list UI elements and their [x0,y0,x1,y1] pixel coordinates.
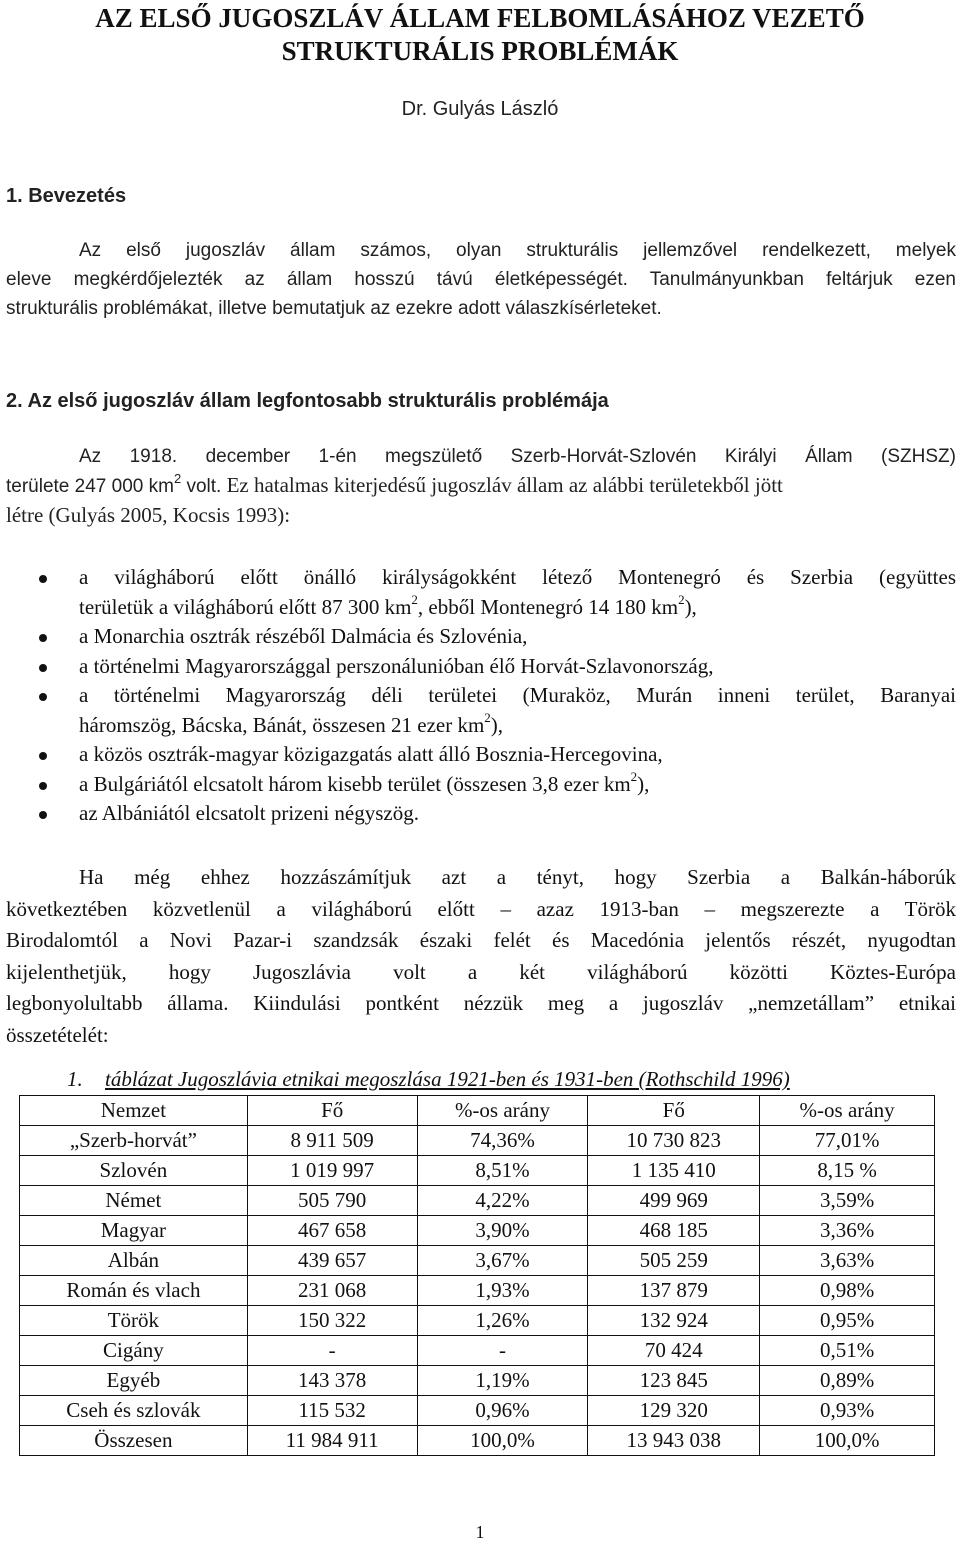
table-cell: Szlovén [20,1156,248,1186]
territory-list [6,563,956,829]
list-item-text: a történelmi Magyarország déli területei (Muraköz, Murán inneni terület, Baranyai [79,683,956,707]
section-2-line-2 [6,471,956,501]
table-row [20,1306,935,1336]
list-item-text: az Albániától elcsatolt prizeni négyszög. [79,801,419,825]
list-item-text: a Monarchia osztrák részéből Dalmácia és Szlovénia, [79,624,528,648]
table-cell: 74,36% [417,1126,588,1156]
list-item-text: területük a világháború előtt 87 300 $km^2$, ebből Montenegró 14 180 $km^2$), [79,591,697,619]
header-nation: Nemzet [20,1096,248,1126]
title-line-2: STRUKTURÁLIS PROBLÉMÁK [281,36,679,66]
table-cell: 1,26% [417,1306,588,1336]
table-cell: 11 984 911 [247,1426,417,1456]
table-cell: 0,95% [760,1306,935,1336]
table-row [20,1366,935,1396]
table-cell: - [417,1336,588,1366]
section-2-heading: 2. Az első jugoszláv állam legfontosabb strukturális problémája [6,390,609,412]
table-row [20,1336,935,1366]
intro-line-1: Az első jugoszláv állam számos, olyan strukturális jellemzővel rendelkezett, melyek [79,240,956,261]
table-cell: 3,90% [417,1216,588,1246]
territories-intro: Ez hatalmas kiterjedésű jugoszláv állam az alábbi területekből jött [221,473,783,497]
bullet-icon [39,752,47,760]
author: Dr. Gulyás László [401,98,559,120]
table-cell: 143 378 [247,1366,417,1396]
table-cell: 137 879 [588,1276,760,1306]
list-item-text: a közös osztrák-magyar közigazgatás alatt álló Bosznia-Hercegovina, [79,742,663,766]
table-cell: 150 322 [247,1306,417,1336]
paragraph-line: következtében közvetlenül a világháború előtt – azaz 1913-ban – megszerezte a Török [6,896,956,921]
area-text: területe 247 000 km [6,476,174,497]
table-row [20,1156,935,1186]
section-1-heading: 1. Bevezetés [6,185,127,207]
bullet-icon [39,664,47,672]
paragraph-line: legbonyolultabb állama. Kiindulási pontként nézzük meg a jugoszláv „nemzetállam” etnikai [6,991,956,1015]
list-item [6,652,956,682]
list-item [6,563,956,622]
table-cell: 3,59% [760,1186,935,1216]
table-cell: Cigány [20,1336,248,1366]
list-item [6,770,956,800]
list-item [6,622,956,652]
ethnic-distribution-table [19,1095,935,1456]
table-cell: 1 019 997 [247,1156,417,1186]
table-cell: 231 068 [247,1276,417,1306]
table-cell: 13 943 038 [588,1426,760,1456]
paragraph-line: összetételét: [6,1022,109,1047]
table-cell: Török [20,1306,248,1336]
table-cell: 4,22% [417,1186,588,1216]
table-cell: 3,67% [417,1246,588,1276]
table-caption-number: 1. [67,1067,83,1091]
bullet-icon [39,693,47,701]
document-title [0,2,960,68]
paragraph-line: Ha még ehhez hozzászámítjuk azt a tényt, hogy Szerbia a Balkán-háborúk [79,865,956,889]
bullet-icon [39,575,47,583]
table-cell: 129 320 [588,1396,760,1426]
table-cell: 77,01% [760,1126,935,1156]
table-row [20,1126,935,1156]
table-cell: 8,15 % [760,1156,935,1186]
table-row-total [20,1426,935,1456]
table-row [20,1276,935,1306]
table-cell: Román és vlach [20,1276,248,1306]
table-cell: Összesen [20,1426,248,1456]
section-2-line-3: létre (Gulyás 2005, Kocsis 1993): [6,503,291,527]
header-population-1931: Fő [588,1096,760,1126]
table-cell: 467 658 [247,1216,417,1246]
table-cell: - [247,1336,417,1366]
table-cell: 468 185 [588,1216,760,1246]
table-row [20,1396,935,1426]
table-cell: 1 135 410 [588,1156,760,1186]
area-sup: 2 [173,470,182,486]
table-header-row [20,1096,935,1126]
table-row [20,1186,935,1216]
table-cell: 0,96% [417,1396,588,1426]
table-row [20,1216,935,1246]
intro-line-2: eleve megkérdőjelezték az állam hosszú távú életképességét. Tanulmányunkban feltárjuk ezen [6,269,956,290]
header-share-1921: %-os arány [417,1096,588,1126]
table-cell: 0,51% [760,1336,935,1366]
area-text-end: volt. [181,476,222,497]
header-population-1921: Fő [247,1096,417,1126]
list-item-text: a történelmi Magyarországgal perszonálunióban élő Horvát-Szlavonország, [79,653,714,678]
table-cell: Német [20,1186,248,1216]
bullet-icon [39,811,47,819]
table-cell: 0,89% [760,1366,935,1396]
table-cell: 8 911 509 [247,1126,417,1156]
table-cell: 499 969 [588,1186,760,1216]
bullet-icon [39,634,47,642]
context-paragraph [6,862,956,1051]
table-caption-text: táblázat Jugoszlávia etnikai megoszlása 1921-ben és 1931-ben (Rothschild 1996) [105,1067,790,1091]
list-item [6,799,956,829]
table-cell: 0,98% [760,1276,935,1306]
paragraph-line: Birodalomtól a Novi Pazar-i szandzsák északi felét és Macedónia jelentős részét, nyugodtan [6,928,956,952]
table-cell: Cseh és szlovák [20,1396,248,1426]
table-cell: 505 259 [588,1246,760,1276]
table-cell: 115 532 [247,1396,417,1426]
page-number: 1 [475,1522,485,1542]
bullet-icon [39,782,47,790]
table-caption [67,1067,790,1092]
list-item-text: a Bulgáriától elcsatolt három kisebb terület (összesen 3,8 ezer $km^2$), [79,768,650,796]
table-cell: Magyar [20,1216,248,1246]
table-cell: Egyéb [20,1366,248,1396]
table-body [20,1126,935,1456]
table-cell: 100,0% [760,1426,935,1456]
table-cell: 1,19% [417,1366,588,1396]
table-cell: 10 730 823 [588,1126,760,1156]
list-item-text: háromszög, Bácska, Bánát, összesen 21 ezer $km^2$), [79,709,504,737]
table-cell: 1,93% [417,1276,588,1306]
list-item-text: a világháború előtt önálló királyságokként létező Montenegró és Szerbia (együttes [79,565,956,589]
section-2-line-1: Az 1918. december 1-én megszülető Szerb-Horvát-Szlovén Királyi Állam (SZHSZ) [79,446,956,467]
paragraph-line: kijelenthetjük, hogy Jugoszlávia volt a két világháború közötti Köztes-Európa [6,959,956,984]
header-share-1931: %-os arány [760,1096,935,1126]
table-cell: 0,93% [760,1396,935,1426]
table-cell: „Szerb-horvát” [20,1126,248,1156]
table-cell: 8,51% [417,1156,588,1186]
table-cell: 3,63% [760,1246,935,1276]
intro-paragraph [6,236,956,323]
table-cell: 70 424 [588,1336,760,1366]
section-2-paragraph [6,442,956,530]
table-cell: 505 790 [247,1186,417,1216]
title-line-1: AZ ELSŐ JUGOSZLÁV ÁLLAM FELBOMLÁSÁHOZ VEZETŐ [95,3,865,33]
table-row [20,1246,935,1276]
table-cell: Albán [20,1246,248,1276]
table-cell: 439 657 [247,1246,417,1276]
table-cell: 100,0% [417,1426,588,1456]
list-item [6,740,956,770]
table-cell: 3,36% [760,1216,935,1246]
table-cell: 123 845 [588,1366,760,1396]
intro-line-3: strukturális problémákat, illetve bemutatjuk az ezekre adott válaszkísérleteket. [6,298,662,319]
list-item [6,681,956,740]
table-cell: 132 924 [588,1306,760,1336]
